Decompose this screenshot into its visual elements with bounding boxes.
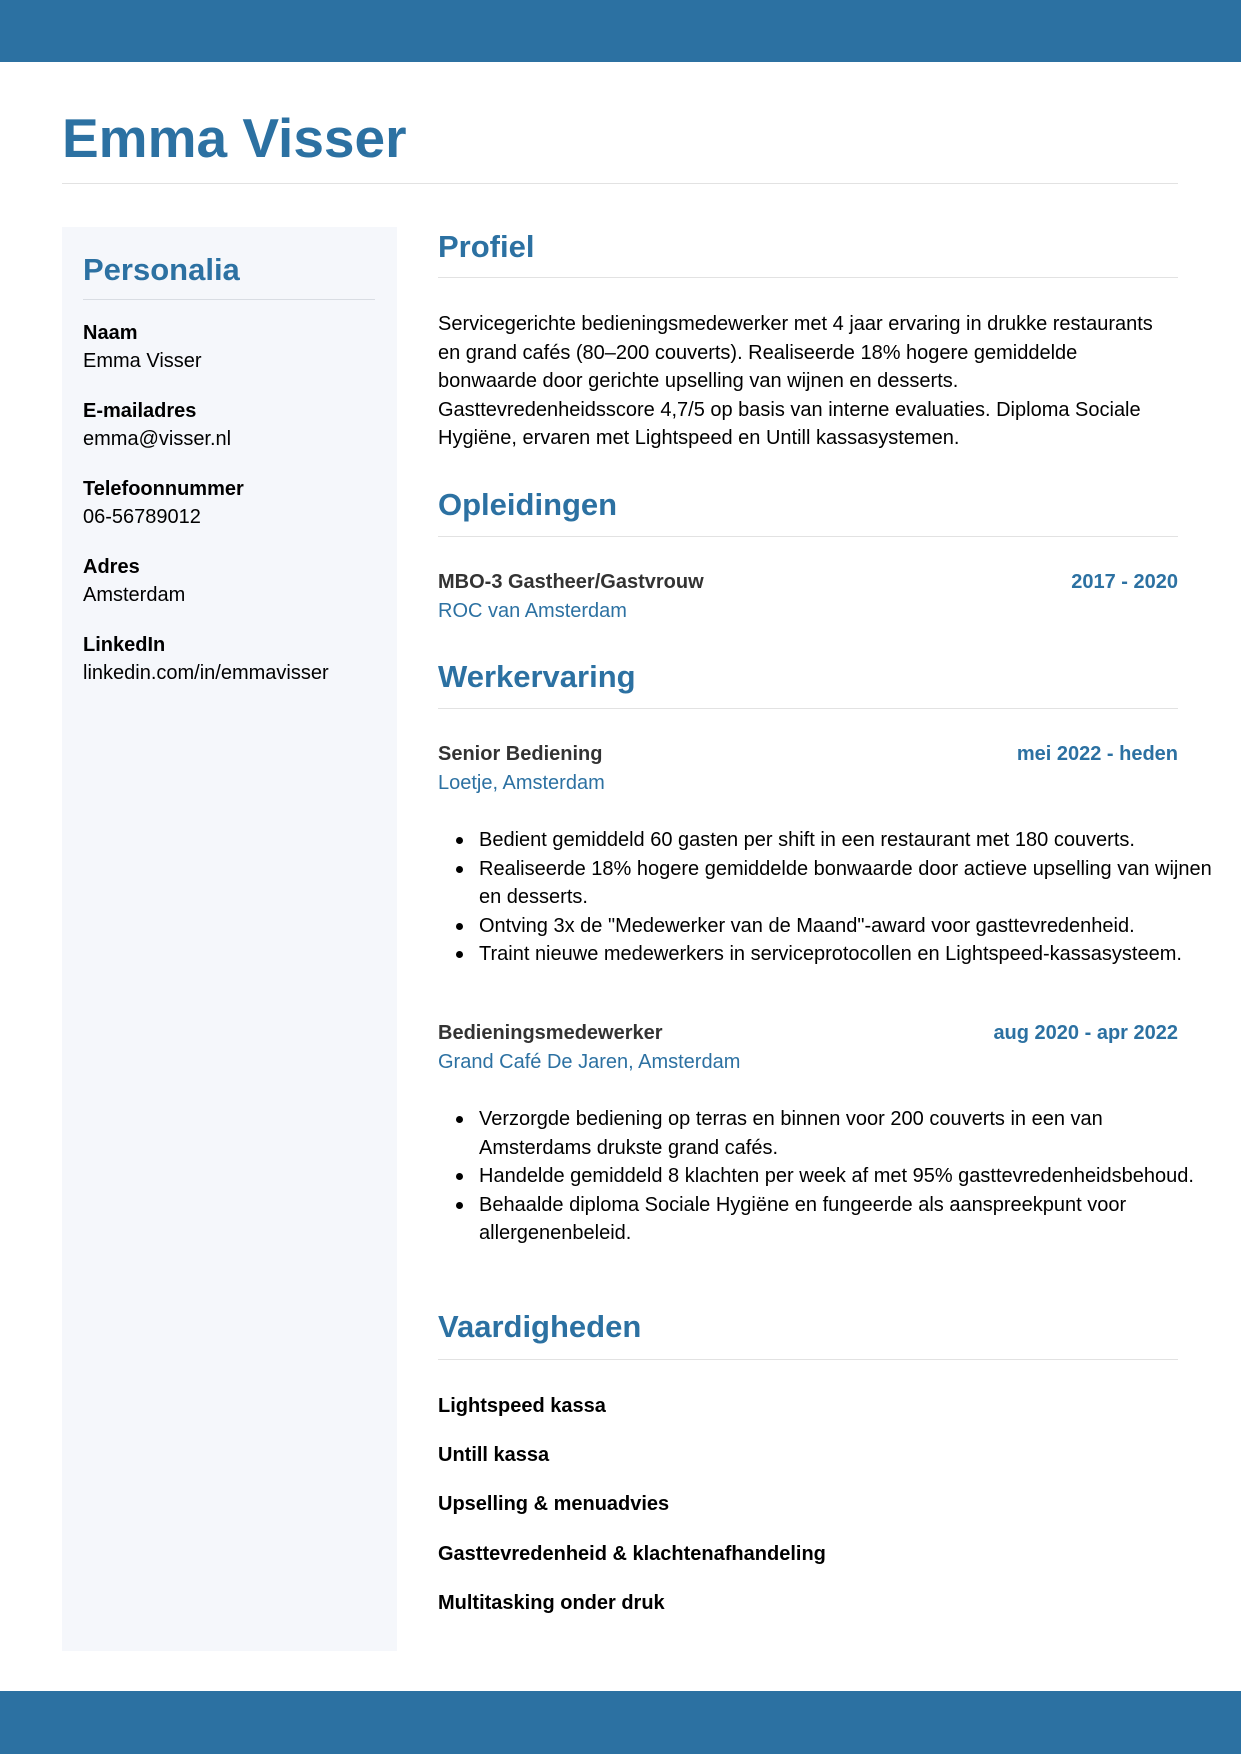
job-role: Senior Bediening bbox=[438, 743, 603, 765]
education-degree: MBO-3 Gastheer/Gastvrouw bbox=[438, 571, 704, 593]
contact-label: E-mailadres bbox=[83, 400, 197, 422]
section-title-experience: Werkervaring bbox=[438, 659, 636, 694]
job-bullet: Traint nieuwe medewerkers in serviceprotocollen en Lightspeed-kassasysteem. bbox=[479, 940, 1219, 969]
job-bullet: Bedient gemiddeld 60 gasten per shift in een restaurant met 180 couverts. bbox=[479, 826, 1219, 855]
contact-value: emma@visser.nl bbox=[83, 428, 232, 450]
header-divider bbox=[62, 183, 1178, 184]
contact-item-name bbox=[83, 319, 383, 397]
contact-value: 06-56789012 bbox=[83, 506, 201, 528]
section-divider bbox=[438, 708, 1178, 709]
section-divider bbox=[438, 536, 1178, 537]
contact-value: linkedin.com/in/emmavisser bbox=[83, 662, 329, 684]
resume-name: Emma Visser bbox=[62, 107, 407, 169]
top-color-bar bbox=[0, 0, 1241, 62]
education-dates: 2017 - 2020 bbox=[1071, 571, 1178, 593]
section-divider bbox=[438, 1359, 1178, 1360]
contact-value: Emma Visser bbox=[83, 350, 202, 372]
contact-item-address bbox=[83, 553, 383, 631]
section-title-skills: Vaardigheden bbox=[438, 1309, 642, 1344]
contact-item-phone bbox=[83, 475, 383, 553]
education-entry bbox=[438, 568, 1178, 596]
contact-item-linkedin bbox=[83, 631, 383, 709]
job-bullet: Verzorgde bediening op terras en binnen voor 200 couverts in een van Amsterdams drukste grand cafés. bbox=[479, 1105, 1219, 1162]
contact-label: Adres bbox=[83, 556, 140, 578]
education-school: ROC van Amsterdam bbox=[438, 600, 627, 622]
contact-label: Naam bbox=[83, 322, 138, 344]
profile-text: Servicegerichte bedieningsmedewerker met 4 jaar ervaring in drukke restaurants en grand cafés (80–200 couverts). Realiseerde 18% hogere gemiddelde bonwaarde door gerichte upselling van wijnen en desserts. Gasttevredenheidsscore 4,7/5 op basis van interne evaluaties. Diploma Sociale Hygiëne, ervaren met Lightspeed en Untill kassasystemen. bbox=[438, 313, 1153, 450]
job-employer: Loetje, Amsterdam bbox=[438, 772, 605, 794]
job-role: Bedieningsmedewerker bbox=[438, 1022, 663, 1044]
job-bullet: Realiseerde 18% hogere gemiddelde bonwaarde door actieve upselling van wijnen en desserts. bbox=[479, 855, 1219, 912]
section-divider bbox=[438, 277, 1178, 278]
job-bullet: Handelde gemiddeld 8 klachten per week af met 95% gasttevredenheidsbehoud. bbox=[479, 1162, 1219, 1191]
contact-label: LinkedIn bbox=[83, 634, 166, 656]
skill-item: Upselling & menuadvies bbox=[438, 1493, 670, 1515]
bottom-color-bar bbox=[0, 1691, 1241, 1754]
contact-item-email bbox=[83, 397, 383, 475]
sidebar-divider bbox=[83, 299, 375, 300]
sidebar-title: Personalia bbox=[83, 252, 240, 287]
job-bullet-list bbox=[438, 1105, 1219, 1248]
job-bullet: Behaalde diploma Sociale Hygiëne en fungeerde als aanspreekpunt voor allergenenbeleid. bbox=[479, 1191, 1219, 1248]
section-title-education: Opleidingen bbox=[438, 487, 618, 522]
contact-label: Telefoonnummer bbox=[83, 478, 244, 500]
job-employer: Grand Café De Jaren, Amsterdam bbox=[438, 1051, 741, 1073]
job-entry-header bbox=[438, 740, 1178, 768]
job-bullet: Ontving 3x de "Medewerker van de Maand"-award voor gasttevredenheid. bbox=[479, 912, 1219, 941]
personal-details-sidebar bbox=[62, 227, 397, 1651]
contact-list bbox=[83, 319, 383, 709]
skill-item: Untill kassa bbox=[438, 1444, 550, 1466]
skill-item: Lightspeed kassa bbox=[438, 1395, 606, 1417]
job-bullet-list bbox=[438, 826, 1219, 969]
job-dates: mei 2022 - heden bbox=[1016, 743, 1178, 765]
section-title-profile: Profiel bbox=[438, 229, 535, 264]
contact-value: Amsterdam bbox=[83, 584, 186, 606]
skill-item: Multitasking onder druk bbox=[438, 1592, 665, 1614]
job-entry-header bbox=[438, 1019, 1178, 1047]
job-dates: aug 2020 - apr 2022 bbox=[993, 1022, 1178, 1044]
skill-item: Gasttevredenheid & klachtenafhandeling bbox=[438, 1543, 826, 1565]
